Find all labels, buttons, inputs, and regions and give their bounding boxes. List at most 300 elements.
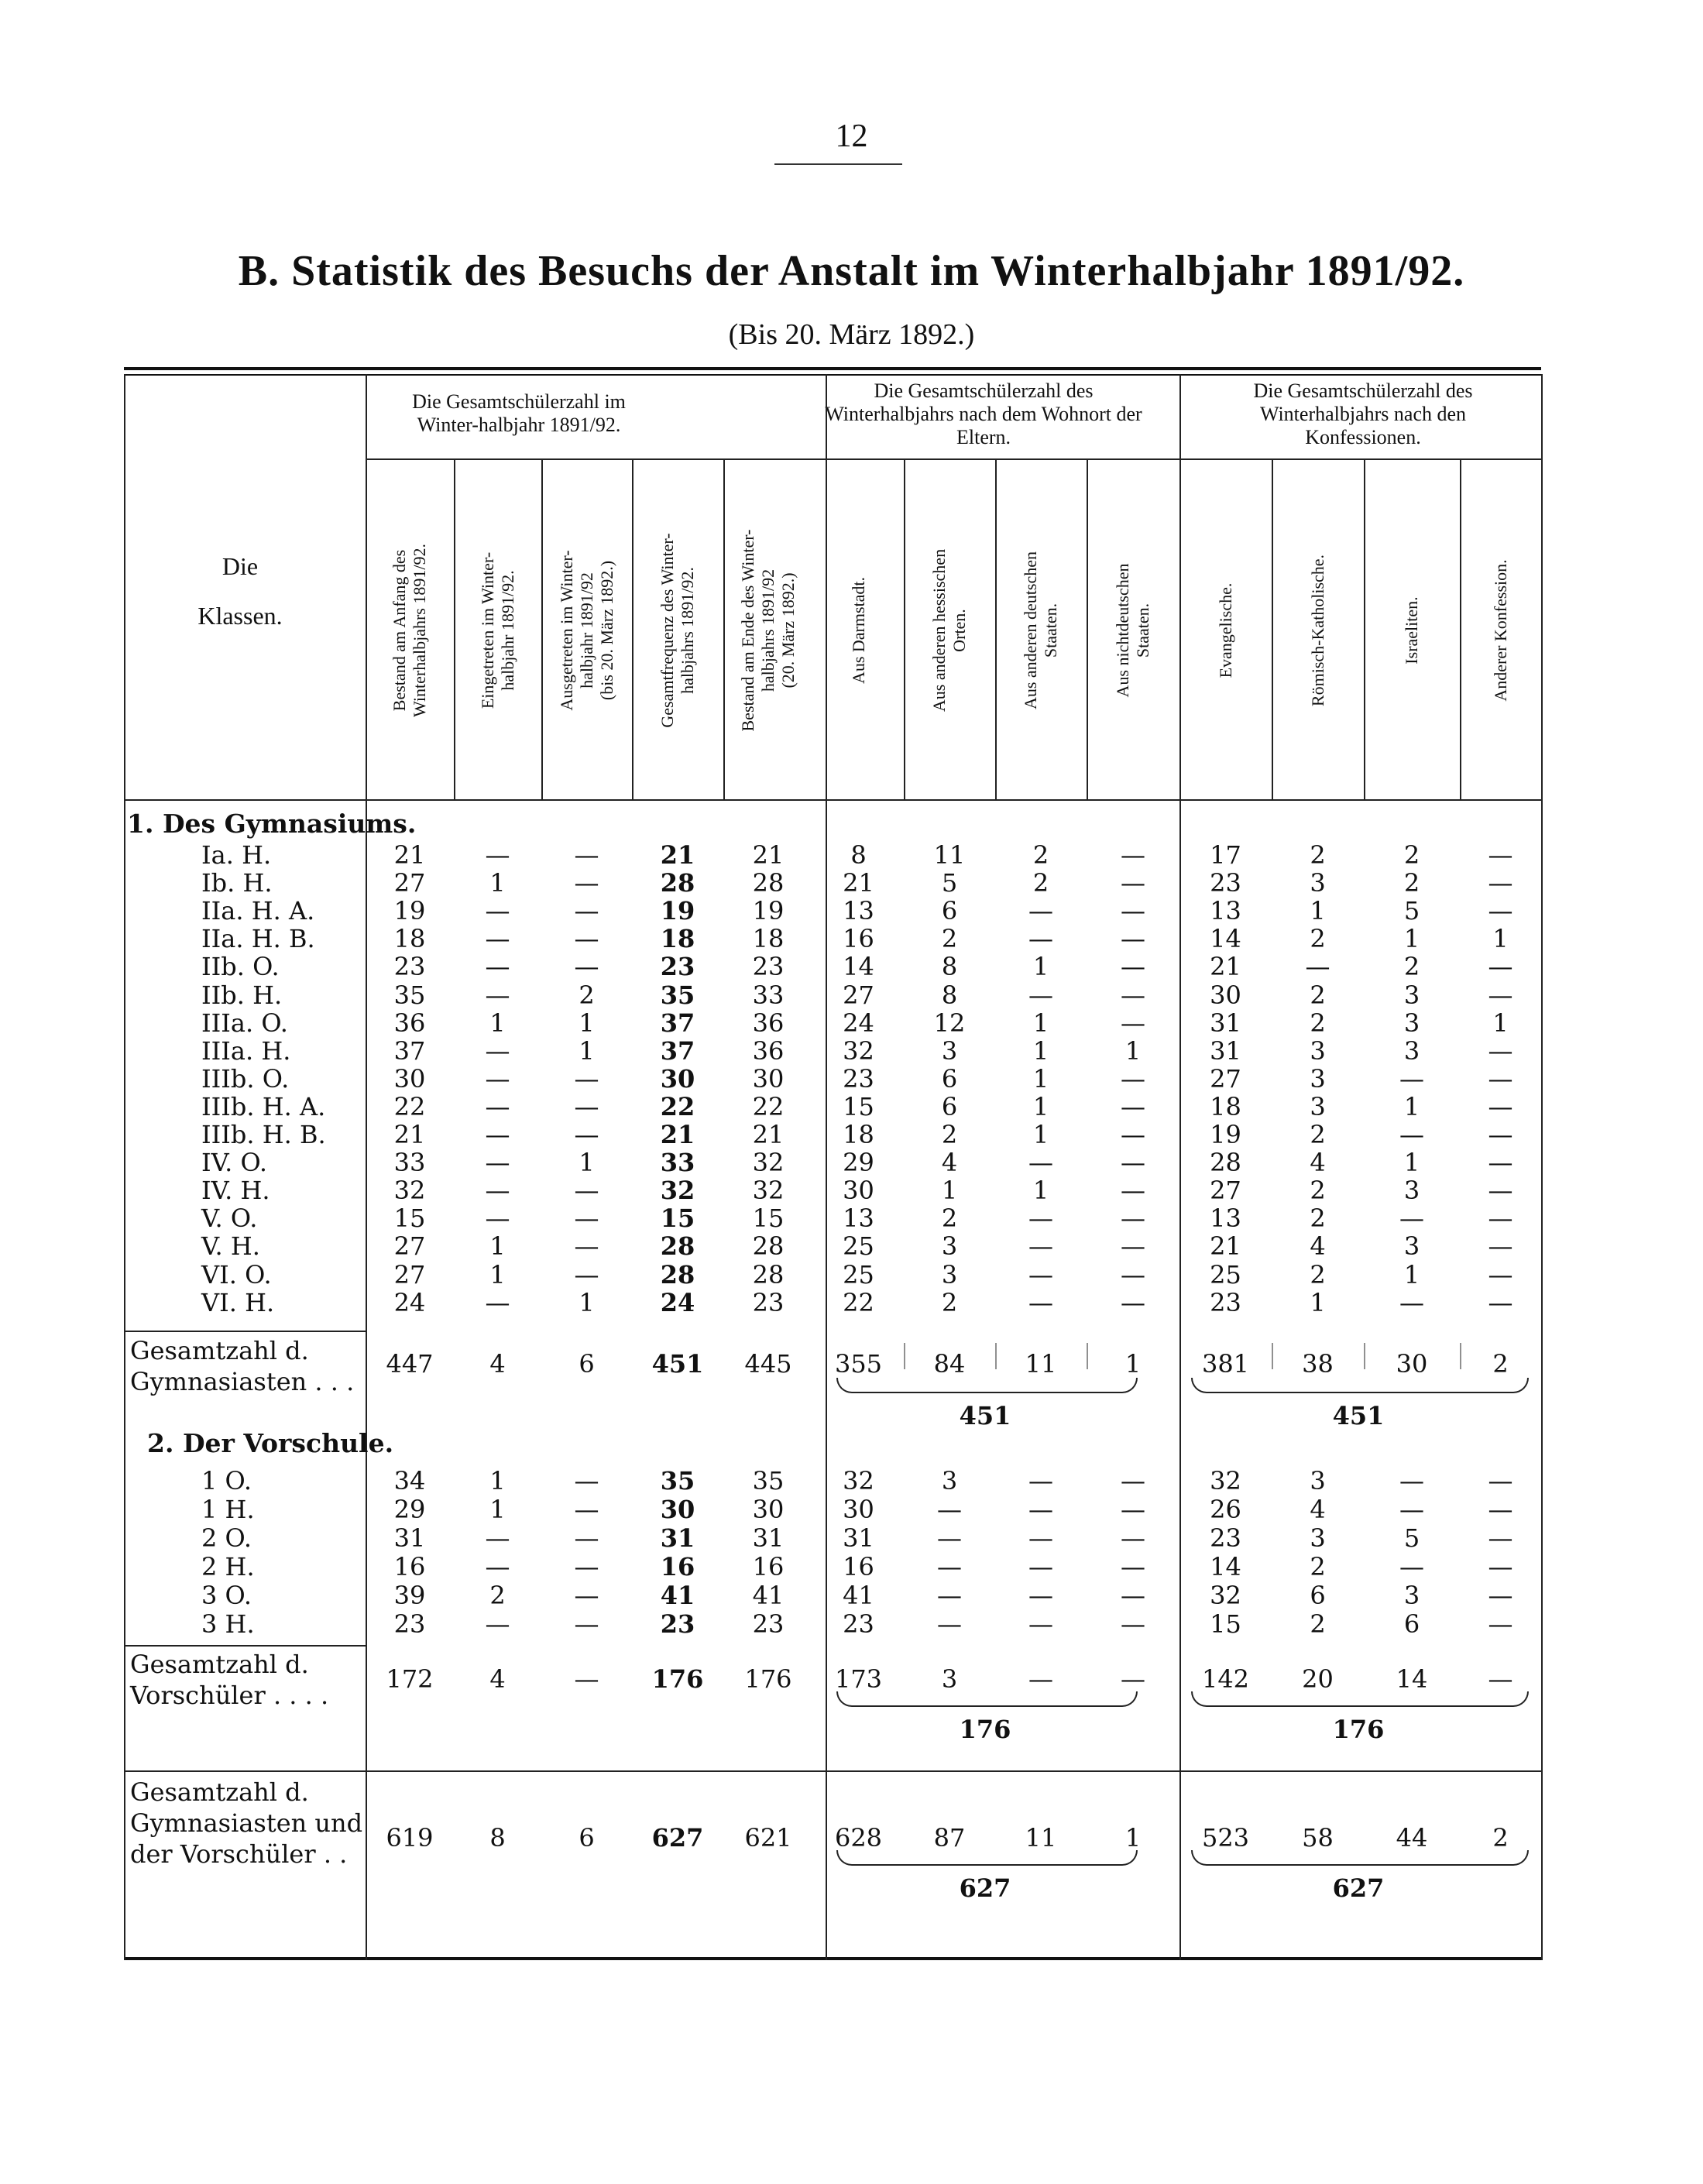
table-cell: 13 bbox=[843, 1204, 874, 1234]
table-cell: 3 bbox=[1310, 1466, 1326, 1495]
table-cell: — bbox=[1028, 1495, 1053, 1524]
table-cell: 2 bbox=[1403, 868, 1420, 898]
table-cell: 33 bbox=[393, 1148, 426, 1178]
vorschule-row bbox=[124, 1467, 1541, 1495]
table-cell: — bbox=[1121, 1231, 1145, 1262]
table-cell: 33 bbox=[660, 1148, 695, 1178]
table-cell: 21 bbox=[393, 1120, 426, 1149]
table-cell: 1 bbox=[489, 1466, 506, 1495]
vor-total-top-rule bbox=[124, 1645, 366, 1647]
vorschule-row bbox=[124, 1581, 1541, 1609]
table-cell: 1 bbox=[1032, 1091, 1049, 1121]
table-cell: 18 bbox=[660, 924, 695, 954]
row-label: Ia. H. bbox=[201, 840, 272, 870]
table-cell: 2 bbox=[1310, 980, 1326, 1010]
column-rule-inner bbox=[995, 458, 997, 799]
table-cell: 37 bbox=[660, 1008, 695, 1038]
total-cell: 447 bbox=[386, 1349, 434, 1379]
gymnasium-row bbox=[124, 1121, 1541, 1149]
row-label: 2 O. bbox=[201, 1523, 252, 1553]
table-cell: — bbox=[1488, 868, 1513, 898]
table-cell: — bbox=[1488, 1063, 1513, 1094]
table-cell: 2 bbox=[489, 1581, 506, 1610]
table-cell: 1 bbox=[1310, 1287, 1326, 1317]
total-cell: 176 bbox=[651, 1664, 704, 1694]
table-cell: 37 bbox=[393, 1035, 426, 1066]
table-cell: — bbox=[1121, 980, 1145, 1010]
table-cell: — bbox=[1488, 1287, 1513, 1317]
table-cell: 6 bbox=[1403, 1609, 1420, 1639]
total-cell: 2 bbox=[1492, 1823, 1509, 1853]
table-cell: — bbox=[1488, 1120, 1513, 1149]
column-header: Evangelische. bbox=[1215, 582, 1235, 678]
table-cell: — bbox=[574, 840, 599, 870]
table-cell: — bbox=[574, 1091, 599, 1121]
table-cell: 1 bbox=[579, 1287, 595, 1317]
table-cell: 14 bbox=[1210, 924, 1241, 954]
table-cell: — bbox=[1121, 1495, 1145, 1524]
table-cell: — bbox=[1488, 1176, 1513, 1206]
table-cell: — bbox=[1399, 1120, 1424, 1149]
gymnasium-row bbox=[124, 869, 1541, 897]
table-cell: 2 bbox=[1310, 1204, 1326, 1234]
table-cell: 16 bbox=[843, 924, 874, 954]
table-cell: — bbox=[574, 1581, 599, 1610]
table-cell: 3 bbox=[1403, 1581, 1420, 1610]
table-cell: 32 bbox=[393, 1176, 426, 1206]
table-cell: 12 bbox=[933, 1008, 966, 1038]
vorschule-row bbox=[124, 1610, 1541, 1638]
table-cell: 13 bbox=[1210, 896, 1241, 926]
row-label: IIIb. O. bbox=[201, 1063, 290, 1094]
table-cell: — bbox=[574, 1063, 599, 1094]
table-cell: — bbox=[1399, 1495, 1424, 1524]
table-cell: 35 bbox=[660, 980, 695, 1010]
header-bottom-rule bbox=[124, 799, 1541, 801]
table-cell: 15 bbox=[1210, 1609, 1241, 1639]
table-cell: 4 bbox=[1310, 1495, 1326, 1524]
gymnasium-row bbox=[124, 841, 1541, 869]
column-header: Ausgetreten im Winter- halbjahr 1891/92 (bis 20. März 1892.) bbox=[556, 550, 616, 711]
total-cell: 445 bbox=[744, 1349, 792, 1379]
column-rule-inner bbox=[541, 458, 543, 799]
table-cell: 1 bbox=[579, 1148, 595, 1178]
table-cell: — bbox=[1399, 1063, 1424, 1094]
table-cell: 32 bbox=[1210, 1466, 1241, 1495]
total-cell: — bbox=[574, 1664, 599, 1694]
table-cell: — bbox=[1028, 1552, 1053, 1581]
column-rule-inner bbox=[454, 458, 455, 799]
table-cell: 4 bbox=[941, 1148, 958, 1178]
column-rule-data bbox=[1272, 1343, 1273, 1369]
table-cell: — bbox=[1488, 1581, 1513, 1610]
table-cell: 1 bbox=[1403, 1091, 1420, 1121]
total-cell: 1 bbox=[1124, 1349, 1142, 1379]
total-cell: 11 bbox=[1025, 1349, 1057, 1379]
table-cell: 2 bbox=[579, 980, 595, 1010]
table-cell: 23 bbox=[1210, 1287, 1241, 1317]
table-cell: — bbox=[1121, 868, 1145, 898]
table-cell: 1 bbox=[941, 1176, 958, 1206]
total-label: Gesamtzahl d. Gymnasiasten . . . bbox=[130, 1336, 355, 1396]
table-cell: 23 bbox=[752, 1609, 785, 1639]
table-cell: 34 bbox=[393, 1466, 426, 1495]
table-cell: 2 bbox=[941, 924, 958, 954]
table-cell: — bbox=[574, 1120, 599, 1149]
total-cell: 44 bbox=[1396, 1823, 1428, 1853]
table-cell: 1 bbox=[1403, 924, 1420, 954]
total-cell: 621 bbox=[744, 1823, 792, 1853]
total-cell: 176 bbox=[744, 1664, 792, 1694]
table-cell: — bbox=[1488, 1091, 1513, 1121]
table-cell: — bbox=[1488, 1552, 1513, 1581]
table-cell: 14 bbox=[1210, 1552, 1241, 1581]
table-cell: 21 bbox=[752, 840, 785, 870]
total-cell: 6 bbox=[579, 1349, 595, 1379]
table-cell: — bbox=[485, 924, 510, 954]
table-cell: 32 bbox=[843, 1035, 874, 1066]
table-cell: 31 bbox=[393, 1523, 426, 1553]
table-cell: — bbox=[485, 1176, 510, 1206]
table-cell: 1 bbox=[1403, 1148, 1420, 1178]
row-label: IV. H. bbox=[201, 1176, 270, 1206]
table-cell: 1 bbox=[1403, 1259, 1420, 1289]
table-cell: — bbox=[1488, 896, 1513, 926]
total-cell: 14 bbox=[1396, 1664, 1428, 1694]
column-header: Aus nichtdeutschen Staaten. bbox=[1113, 563, 1152, 698]
page-subtitle: (Bis 20. März 1892.) bbox=[728, 318, 975, 351]
gymnasium-row bbox=[124, 1261, 1541, 1289]
table-cell: 2 bbox=[1032, 868, 1049, 898]
table-cell: 28 bbox=[752, 1231, 785, 1262]
table-cell: 3 bbox=[1310, 1523, 1326, 1553]
table-cell: 2 bbox=[1310, 1552, 1326, 1581]
table-cell: — bbox=[485, 840, 510, 870]
gymnasium-row bbox=[124, 897, 1541, 925]
row-label: IIIa. O. bbox=[201, 1008, 288, 1038]
section-vorschule-title: 2. Der Vorschule. bbox=[147, 1428, 394, 1458]
statistics-table bbox=[124, 367, 1541, 1960]
table-cell: 23 bbox=[1210, 868, 1241, 898]
column-rule-inner bbox=[723, 458, 725, 799]
table-cell: 35 bbox=[752, 1466, 785, 1495]
brace-wohnort bbox=[836, 1691, 1138, 1707]
total-cell: — bbox=[1028, 1664, 1053, 1694]
table-cell: — bbox=[1399, 1552, 1424, 1581]
table-cell: — bbox=[574, 1609, 599, 1639]
row-label: Ib. H. bbox=[201, 868, 273, 898]
table-cell: 8 bbox=[941, 980, 958, 1010]
table-cell: 8 bbox=[941, 952, 958, 982]
gymnasium-row bbox=[124, 953, 1541, 980]
table-cell: 30 bbox=[660, 1495, 695, 1524]
table-cell: 2 bbox=[1310, 1259, 1326, 1289]
table-cell: — bbox=[1399, 1466, 1424, 1495]
table-cell: — bbox=[1121, 840, 1145, 870]
table-cell: 6 bbox=[941, 896, 958, 926]
table-cell: 2 bbox=[1403, 840, 1420, 870]
table-cell: — bbox=[1121, 1523, 1145, 1553]
table-cell: 15 bbox=[752, 1204, 785, 1234]
table-cell: 27 bbox=[393, 1231, 426, 1262]
table-cell: — bbox=[1028, 1259, 1053, 1289]
table-cell: 2 bbox=[1310, 840, 1326, 870]
table-cell: 21 bbox=[660, 1120, 695, 1149]
table-cell: 3 bbox=[1403, 1176, 1420, 1206]
table-cell: — bbox=[1121, 1609, 1145, 1639]
table-cell: 1 bbox=[489, 1008, 506, 1038]
table-cell: 2 bbox=[1310, 1609, 1326, 1639]
total-cell: 628 bbox=[834, 1823, 883, 1853]
brace-total-wohnort: 627 bbox=[959, 1873, 1011, 1903]
table-cell: — bbox=[574, 1204, 599, 1234]
total-label: Gesamtzahl d. Gymnasiasten und der Vorschüler . . bbox=[130, 1777, 363, 1869]
table-cell: — bbox=[1488, 1495, 1513, 1524]
brace-total-wohnort: 451 bbox=[959, 1401, 1011, 1430]
table-cell: 3 bbox=[941, 1259, 958, 1289]
table-cell: 1 bbox=[1032, 1176, 1049, 1206]
table-cell: 1 bbox=[579, 1008, 595, 1038]
table-cell: 25 bbox=[843, 1231, 874, 1262]
table-cell: — bbox=[1028, 1523, 1053, 1553]
total-cell: 451 bbox=[651, 1349, 704, 1379]
table-cell: 2 bbox=[1310, 1176, 1326, 1206]
table-cell: — bbox=[485, 1120, 510, 1149]
classes-header-line1: Die bbox=[221, 552, 259, 580]
table-cell: — bbox=[937, 1609, 962, 1639]
column-rule-inner bbox=[904, 458, 905, 799]
group-header-wohnort: Die Gesamtschülerzahl des Winterhalbjahrs nach dem Wohnort der Eltern. bbox=[825, 379, 1142, 448]
table-cell: 1 bbox=[489, 1231, 506, 1262]
table-cell: — bbox=[1121, 1120, 1145, 1149]
table-cell: — bbox=[937, 1495, 962, 1524]
table-cell: 30 bbox=[843, 1495, 874, 1524]
row-label: 1 H. bbox=[201, 1495, 255, 1524]
table-cell: — bbox=[574, 868, 599, 898]
table-cell: 35 bbox=[393, 980, 426, 1010]
table-bottom-rule bbox=[124, 1957, 1541, 1960]
table-cell: 31 bbox=[752, 1523, 785, 1553]
total-cell: — bbox=[1488, 1664, 1513, 1694]
table-cell: — bbox=[1028, 1231, 1053, 1262]
table-cell: 2 bbox=[1310, 1008, 1326, 1038]
table-cell: 4 bbox=[1310, 1148, 1326, 1178]
table-cell: 32 bbox=[843, 1466, 874, 1495]
table-cell: — bbox=[1028, 1581, 1053, 1610]
column-header: Anderer Konfession. bbox=[1490, 559, 1510, 702]
row-label: IIa. H. B. bbox=[201, 924, 315, 954]
row-label: V. H. bbox=[201, 1231, 260, 1262]
table-cell: 22 bbox=[393, 1091, 426, 1121]
table-cell: — bbox=[574, 896, 599, 926]
table-cell: — bbox=[1488, 980, 1513, 1010]
column-header: Eingetreten im Winter- halbjahr 1891/92. bbox=[477, 551, 517, 709]
table-cell: 31 bbox=[843, 1523, 874, 1553]
table-cell: 3 bbox=[941, 1466, 958, 1495]
row-label: 3 H. bbox=[201, 1609, 255, 1639]
table-cell: 3 bbox=[1310, 1035, 1326, 1066]
gym-total-top-rule bbox=[124, 1331, 366, 1332]
table-cell: 11 bbox=[933, 840, 966, 870]
table-cell: 35 bbox=[660, 1466, 695, 1495]
table-cell: 1 bbox=[579, 1035, 595, 1066]
table-cell: 23 bbox=[1210, 1523, 1241, 1553]
table-cell: 41 bbox=[752, 1581, 785, 1610]
table-cell: — bbox=[574, 1495, 599, 1524]
table-cell: — bbox=[1121, 1287, 1145, 1317]
column-rule-inner bbox=[1460, 458, 1461, 799]
table-cell: 1 bbox=[1032, 1063, 1049, 1094]
table-cell: 22 bbox=[752, 1091, 785, 1121]
table-cell: 15 bbox=[393, 1204, 426, 1234]
vorschule-row bbox=[124, 1524, 1541, 1552]
table-cell: — bbox=[574, 1176, 599, 1206]
table-cell: 28 bbox=[1210, 1148, 1241, 1178]
table-cell: — bbox=[1028, 924, 1053, 954]
table-cell: 18 bbox=[843, 1120, 874, 1149]
table-cell: — bbox=[937, 1581, 962, 1610]
table-cell: — bbox=[1488, 1466, 1513, 1495]
table-cell: 37 bbox=[660, 1035, 695, 1066]
table-cell: — bbox=[574, 1523, 599, 1553]
table-cell: 6 bbox=[941, 1091, 958, 1121]
table-cell: 18 bbox=[393, 924, 426, 954]
table-cell: — bbox=[1028, 1204, 1053, 1234]
table-cell: 18 bbox=[752, 924, 785, 954]
table-cell: — bbox=[1488, 1259, 1513, 1289]
gymnasium-row bbox=[124, 981, 1541, 1009]
table-cell: 23 bbox=[660, 952, 695, 982]
total-cell: 523 bbox=[1201, 1823, 1250, 1853]
table-cell: — bbox=[1488, 1609, 1513, 1639]
table-cell: — bbox=[1121, 1259, 1145, 1289]
table-cell: — bbox=[485, 1035, 510, 1066]
table-cell: 32 bbox=[660, 1176, 695, 1206]
table-cell: 27 bbox=[393, 1259, 426, 1289]
table-cell: — bbox=[937, 1523, 962, 1553]
table-cell: 3 bbox=[1310, 1063, 1326, 1094]
table-cell: 36 bbox=[752, 1035, 785, 1066]
column-header: Römisch-Katholische. bbox=[1307, 554, 1327, 707]
brace-total-konfession: 176 bbox=[1332, 1715, 1385, 1744]
column-rule-data bbox=[1087, 1343, 1088, 1369]
gymnasium-row bbox=[124, 925, 1541, 953]
table-cell: — bbox=[937, 1552, 962, 1581]
table-cell: 2 bbox=[1032, 840, 1049, 870]
table-cell: — bbox=[485, 1523, 510, 1553]
column-rule-inner bbox=[1272, 458, 1273, 799]
brace-wohnort bbox=[836, 1850, 1138, 1866]
classes-header-line2: Klassen. bbox=[197, 602, 283, 630]
table-cell: 1 bbox=[489, 1259, 506, 1289]
table-cell: — bbox=[1488, 1035, 1513, 1066]
table-cell: 2 bbox=[941, 1287, 958, 1317]
brace-total-wohnort: 176 bbox=[959, 1715, 1011, 1744]
column-rule-inner bbox=[632, 458, 633, 799]
table-cell: 30 bbox=[393, 1063, 426, 1094]
total-cell: 38 bbox=[1302, 1349, 1334, 1379]
table-cell: 25 bbox=[1210, 1259, 1241, 1289]
table-cell: 28 bbox=[752, 868, 785, 898]
brace-wohnort bbox=[836, 1378, 1138, 1393]
table-cell: 32 bbox=[752, 1148, 785, 1178]
table-cell: 1 bbox=[1492, 1008, 1509, 1038]
column-rule-data bbox=[995, 1343, 997, 1369]
table-cell: 15 bbox=[660, 1204, 695, 1234]
column-header: Bestand am Ende des Winter- halbjahrs 1891/92 (20. März 1892.) bbox=[738, 529, 798, 732]
table-cell: — bbox=[574, 924, 599, 954]
total-cell: 8 bbox=[489, 1823, 506, 1853]
total-cell: 4 bbox=[489, 1349, 506, 1379]
table-cell: 6 bbox=[941, 1063, 958, 1094]
total-cell: 11 bbox=[1025, 1823, 1057, 1853]
row-label: V. O. bbox=[201, 1204, 258, 1234]
total-cell: 87 bbox=[933, 1823, 966, 1853]
total-cell: 142 bbox=[1201, 1664, 1250, 1694]
vorschule-row bbox=[124, 1553, 1541, 1581]
grand-total-top-rule bbox=[124, 1770, 1541, 1772]
total-cell: 20 bbox=[1302, 1664, 1334, 1694]
table-cell: — bbox=[1121, 1148, 1145, 1178]
brace-konfession bbox=[1191, 1378, 1529, 1393]
table-cell: 32 bbox=[1210, 1581, 1241, 1610]
group-header-konfession: Die Gesamtschülerzahl des Winterhalbjahrs nach den Konfessionen. bbox=[1253, 379, 1473, 448]
table-cell: — bbox=[1028, 1609, 1053, 1639]
table-cell: 16 bbox=[752, 1552, 785, 1581]
total-cell: 627 bbox=[651, 1823, 704, 1853]
table-cell: — bbox=[1488, 840, 1513, 870]
table-cell: 27 bbox=[843, 980, 874, 1010]
total-cell: 2 bbox=[1492, 1349, 1509, 1379]
table-cell: 29 bbox=[843, 1148, 874, 1178]
table-cell: 3 bbox=[1310, 868, 1326, 898]
total-cell: 381 bbox=[1201, 1349, 1250, 1379]
table-cell: 28 bbox=[660, 1231, 695, 1262]
table-cell: 32 bbox=[752, 1176, 785, 1206]
gymnasium-row bbox=[124, 1037, 1541, 1065]
table-cell: 28 bbox=[752, 1259, 785, 1289]
total-cell: 84 bbox=[933, 1349, 966, 1379]
table-cell: 2 bbox=[1310, 1120, 1326, 1149]
total-cell: 6 bbox=[579, 1823, 595, 1853]
table-cell: 4 bbox=[1310, 1231, 1326, 1262]
table-cell: — bbox=[485, 1148, 510, 1178]
table-cell: 21 bbox=[1210, 952, 1241, 982]
table-cell: 28 bbox=[660, 1259, 695, 1289]
column-rule-inner bbox=[1364, 458, 1365, 799]
table-cell: — bbox=[574, 1259, 599, 1289]
table-cell: — bbox=[1488, 952, 1513, 982]
table-cell: 28 bbox=[660, 868, 695, 898]
gymnasium-row bbox=[124, 1009, 1541, 1037]
gymnasium-row bbox=[124, 1232, 1541, 1260]
table-cell: 41 bbox=[660, 1581, 695, 1610]
table-cell: — bbox=[1121, 1063, 1145, 1094]
table-cell: 5 bbox=[1403, 1523, 1420, 1553]
table-cell: 29 bbox=[393, 1495, 426, 1524]
row-label: IIb. O. bbox=[201, 952, 280, 982]
table-cell: — bbox=[1121, 1176, 1145, 1206]
table-cell: 19 bbox=[1210, 1120, 1241, 1149]
table-cell: 31 bbox=[1210, 1008, 1241, 1038]
section-gymnasium-title: 1. Des Gymnasiums. bbox=[127, 809, 417, 839]
vorschule-row bbox=[124, 1495, 1541, 1523]
table-cell: 1 bbox=[489, 868, 506, 898]
total-cell: 355 bbox=[834, 1349, 883, 1379]
column-header: Aus anderen deutschen Staaten. bbox=[1021, 551, 1060, 710]
table-cell: 39 bbox=[393, 1581, 426, 1610]
gymnasium-row bbox=[124, 1093, 1541, 1121]
